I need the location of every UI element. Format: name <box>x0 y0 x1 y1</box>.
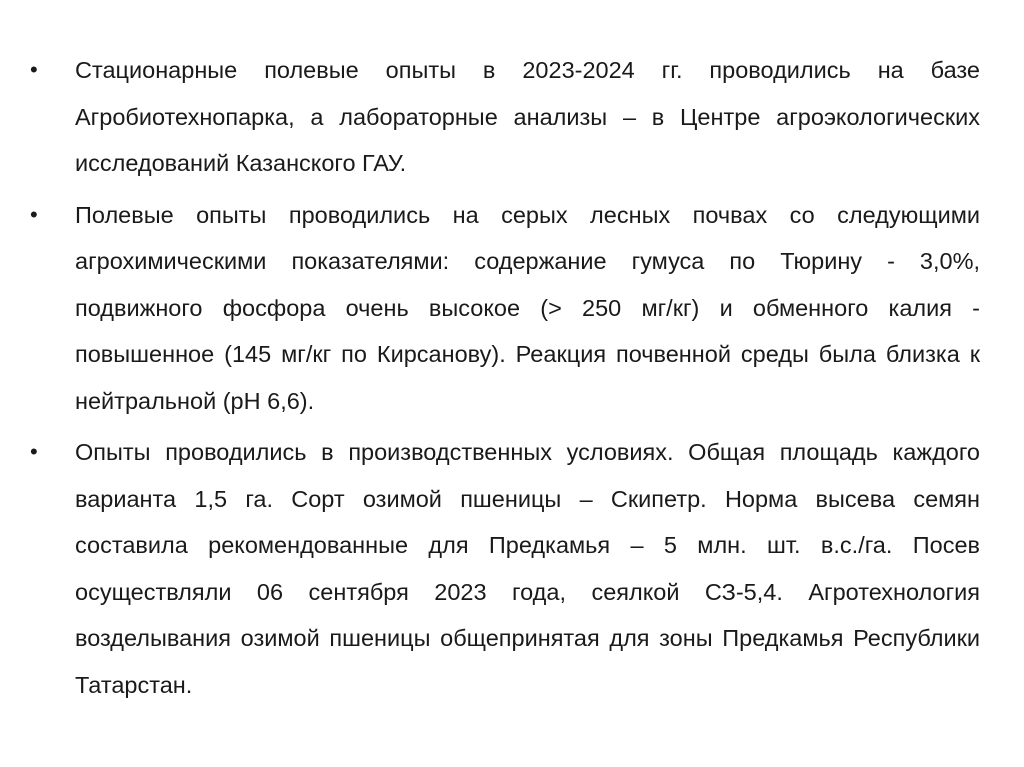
bullet-text: Опыты проводились в производственных условиях. Общая площадь каждого варианта 1,5 га. Сорт озимой пшеницы – Скипетр. Норма высева семян составила рекомендованные для Предкамья – 5 млн. шт. в.с./га. Посев осуществляли 06 сентября 2023 года, сеялкой СЗ-5,4. Агротехнология возделывания озимой пшеницы общепринятая для зоны Предкамья Республики Татарстан. <box>75 439 980 698</box>
bullet-item-production-conditions <box>30 429 980 708</box>
bullet-icon: • <box>30 57 38 82</box>
bullet-icon: • <box>30 439 38 464</box>
bullet-list <box>30 47 980 708</box>
bullet-icon: • <box>30 201 38 227</box>
bullet-text: Стационарные полевые опыты в 2023-2024 гг. проводились на базе Агробиотехнопарка, а лабораторные анализы – в Центре агроэкологических исследований Казанского ГАУ. <box>75 57 980 176</box>
bullet-item-soil-properties <box>30 192 980 425</box>
bullet-item-experiments-location <box>30 47 980 187</box>
bullet-text: Полевые опыты проводились на серых лесных почвах со следующими агрохимическими показателями: содержание гумуса по Тюрину - 3,0%, подвижного фосфора очень высокое (> 250 мг/кг) и обменного калия - повышенное (145 мг/кг по Кирсанову). Реакция почвенной среды была близка к нейтральной (рН 6,6). <box>75 201 980 414</box>
